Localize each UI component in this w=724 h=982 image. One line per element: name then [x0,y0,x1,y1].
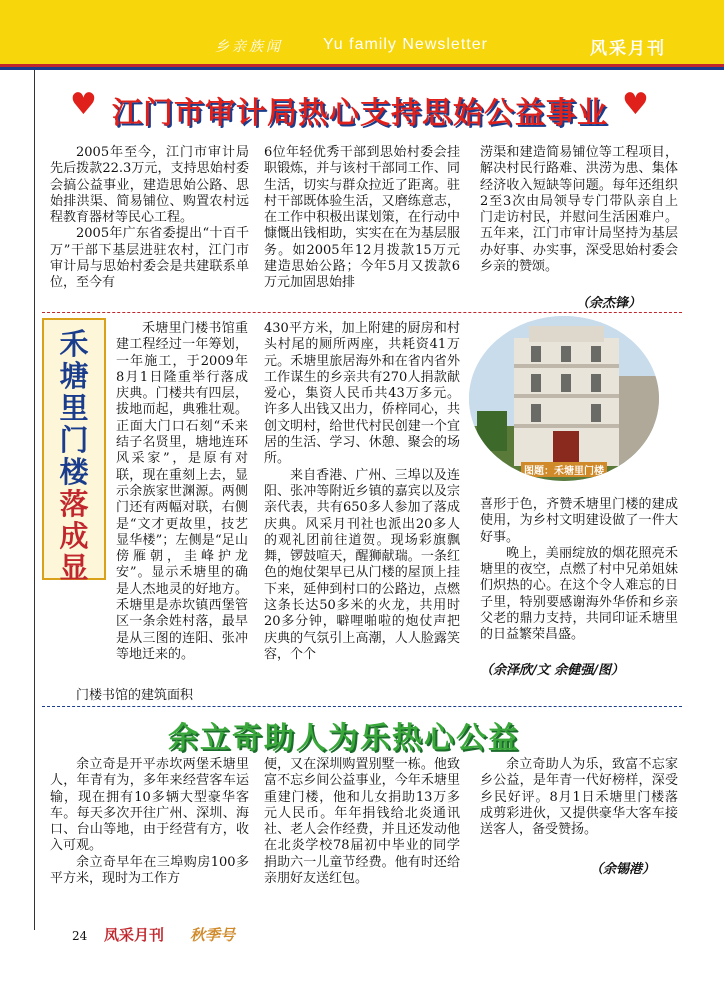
article1-title: 江门市审计局热心支持思始公益事业 [112,96,608,131]
page-number: 24 [72,929,88,943]
article2-column-1-bottom [50,688,249,704]
article3-column-3 [480,757,678,838]
header-section-label: 乡亲族闻 [215,39,283,55]
paragraph: 余立奇是开平赤坎两堡禾塘里人，年青有为，多年来经营客车运输，现在拥有10多辆大型豪华客车。每天多次开往广州、深圳、海口、台山等地，由于经营有方，收入可观。 [50,757,249,854]
title-char: 成 [59,519,89,553]
section-divider [42,706,682,707]
title-char: 禾 [59,327,89,361]
paragraph: 便，又在深圳购置别墅一栋。他致富不忘乡间公益事业，今年禾塘里重建门楼，他和儿女捐助13万多元人民币。年年捐钱给北炎通讯社、老人会作经费，并且还发动他在北炎学校78届初中毕业的同学捐助六一儿童节经费。他有时还给亲朋好友送红包。 [264,757,460,887]
title-char: 楼 [59,455,89,489]
article2-column-2 [264,321,460,663]
section-divider [42,312,682,313]
article1-column-2 [264,145,460,292]
article2-signature: （余泽欣/文 余健强/图） [480,663,625,678]
paragraph: 喜形于色，齐赞禾塘里门楼的建成使用，为乡村文明建设做了一件大好事。 [480,497,678,545]
footer-season: 秋季号 [190,926,236,944]
title-char: 门 [59,423,89,457]
header-english-title: Yu family Newsletter [323,36,488,53]
photo-caption: 图题：禾塘里门楼 [521,462,607,477]
article3-column-1 [50,757,249,887]
left-margin-rule [34,70,35,930]
title-char: 显 [59,551,89,585]
article3-signature: （余锡港） [590,862,656,877]
title-char: 塘 [59,359,89,393]
paragraph: 涝渠和建造简易铺位等工程项目，解决村民行路难、洪涝为患、集体经济收入短缺等问题。每年还组织2至3次由局领导专门带队亲自上门走访村民，并慰问生活困难户。五年来，江门市审计局坚持为基层办好事、办实事，深受思始村委会乡亲的赞颂。 [480,145,678,275]
paragraph: 430平方米，加上附建的厨房和村头村尾的厕所两座，共耗资41万元。禾塘里旅居海外和在省内省外工作谋生的乡亲共有270人捐款献爱心，集资人民币共43万多元。许多人出钱又出力，侨梓同心，共创文明村，给世代村民创建一个宜居的生活、学习、休憩、聚会的场所。 [264,321,460,467]
paragraph: 余立奇助人为乐，致富不忘家乡公益，是年青一代好榜样，深受乡民好评。8月1日禾塘里门楼落成剪彩进伙，又提供豪华大客车接送客人，备受赞扬。 [480,757,678,838]
article1-column-3 [480,145,678,275]
article3-title: 余立奇助人为乐热心公益 [168,721,520,756]
paragraph: 门楼书馆的建筑面积 [76,688,194,703]
header-stripes [0,64,724,70]
paragraph: 晚上，美丽绽放的烟花照亮禾塘里的夜空，点燃了村中兄弟姐妹们炽热的心。在这个令人难忘的日子里，特别要感谢海外华侨和乡亲父老的鼎力支持，共同印证禾塘里的日益繁荣昌盛。 [480,545,678,643]
article2-column-3 [480,497,678,644]
article1-column-1 [50,145,249,292]
gatehouse-illustration [469,316,659,481]
article2-column-1-top [116,321,248,663]
title-char: 落 [59,487,89,521]
article1-signature: （余杰锋） [576,296,642,311]
article3-column-2 [264,757,460,887]
paragraph: 余立奇早年在三埠购房100多平方米，现时为工作方 [50,854,249,887]
paragraph: 来自香港、广州、三埠以及连阳、张冲等附近乡镇的嘉宾以及宗亲代表，共有650多人参加了落成庆典。风采月刊社也派出20多人的观礼团前往道贺。现场彩旗飘舞，锣鼓喧天，醒狮献瑞。一条红色的炮仗架早已从门楼的屋顶上挂下来，延伸到村口的公路边，点燃这条长达50多米的火龙，共用时20多分钟，噼哩啪啦的炮仗声把庆典的气氛引上高潮，人人脸露笑容，个个 [264,467,460,662]
paragraph: 2005年广东省委提出“十百千万”干部下基层进驻农村，江门市审计局与思始村委会是共建联系单位，至今有 [50,226,249,291]
paragraph: 禾塘里门楼书馆重建工程经过一年筹划，一年施工，于2009年8月1日隆重举行落成庆典。门楼共有四层，拔地而起，典雅壮观。正面大门口石刻“禾来结子名贤里，塘地连环风采家”，是原有对联，现在重刻上去，显示余族家世渊源。两侧门还有两幅对联，右侧是“文才更故里，技艺显华楼”；左侧是“足山傍雁朝，圭峰护龙安”。显示禾塘里的确是人杰地灵的好地方。禾塘里是赤坎镇西堡管区一条余姓村落，最早是从三图的连阳、张冲等地迁来的。 [116,321,248,662]
paragraph: 6位年轻优秀干部到思始村委会挂职锻炼，并与该村干部同工作、同生活，切实与群众拉近了距离。驻村干部既体验生活，又磨练意志，在工作中积极出谋划策，在行动中慷慨出钱相助，实实在在为基层服务。如2005年12月拨款15万元建造思始公路；今年5月又拨款6万元加固思始排 [264,145,460,291]
header-band [0,0,724,64]
heart-icon: ♥ [622,87,649,122]
gatehouse-photo [469,316,659,481]
heart-icon: ♥ [70,87,97,122]
title-char: 里 [59,391,89,425]
footer-magazine-name: 凤采月刊 [104,926,165,944]
header-magazine-name: 风采月刊 [590,39,666,59]
article2-vertical-title [44,328,104,584]
paragraph: 2005年至今，江门市审计局先后拨款22.3万元，支持思始村委会搞公益事业，建造思始公路、思始排洪渠、简易铺位、购置农村远程教育器材等民心工程。 [50,145,249,226]
article2-title-box [42,318,106,585]
